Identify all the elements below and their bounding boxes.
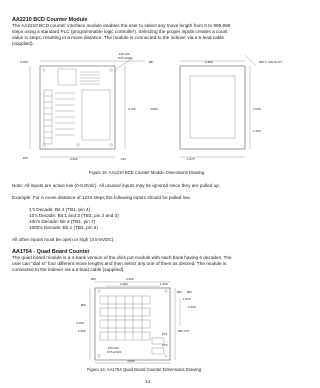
aa1754-para-line-2: user can “dial in” four different move lengths and then select any one of them as desired. The module is [12, 261, 227, 266]
dim-top-a: .200 [90, 277, 96, 281]
dim-r1: 2.036 [253, 107, 261, 111]
dim-top-b: 3.200 [126, 277, 134, 281]
dim-top-c: 2.400 [120, 282, 128, 286]
aa2210-para-line-3: value in steps, resulting in a move distance. The module is connected to the indexer via a 5-lead cable [12, 35, 225, 40]
dim-top-d: 1.160 [160, 282, 168, 286]
after-text: All other inputs must be open or high (3.5-5VDC). [12, 237, 115, 242]
dim-hole-note-2: 5 PLACES [118, 56, 133, 60]
dim-hole-2: 8 PLACES [107, 350, 122, 354]
dim-left-c: 1.450 [78, 329, 86, 333]
dim-hole: .156 DIA [107, 346, 119, 350]
dim-slot: .099 X .500 SLOT [258, 60, 283, 64]
section-heading-aa1754: AA1754 - Quad Board Counter [12, 249, 90, 255]
dim-h2: 4.000 [150, 107, 158, 111]
dim-pt1: PT1 [162, 332, 168, 336]
list-item: 1’s Decade: Bit 4 (TB1, pin 4) [29, 207, 91, 212]
dim-r-b: .800 [186, 290, 192, 294]
section-heading-aa2210: AA2210 BCD Counter Module [12, 17, 88, 23]
aa1754-para-line-3: connected to the indexer via a 5-lead cable (supplied). [12, 267, 125, 272]
dim-h1: 3.726 [128, 107, 136, 111]
dim-left-a: .800 [80, 303, 86, 307]
list-item: 100’s Decade: Bit 2 (TB1, pin 7) [29, 219, 96, 224]
list-item: 10’s Decade: Bit 1 and 2 (TB2, pin 2 and 3) [29, 213, 119, 218]
dim-r-c: 1.600 [183, 297, 191, 301]
aa1754-para-line-1: The quad board module is a 4-bank version of the click pot module with each bank having 6 decades. The [12, 255, 232, 260]
aa1754-dimension-drawing [0, 276, 300, 364]
dim-r-a: .400 [176, 290, 182, 294]
dim-left-b: 4.150 [76, 321, 84, 325]
dim-bot-right: 1.875 [187, 157, 195, 161]
page-number: 14 [145, 379, 151, 384]
dim-r2: 1.200 [253, 129, 261, 133]
dim-typ: .400 TYP [177, 329, 190, 333]
dim-bot-width: 2.950 [70, 157, 78, 161]
note-text: Note: All inputs are active low (0-0.8Vdc). All unused inputs may be ignored since they are pulled up. [12, 183, 221, 188]
aa2210-para-line-4: (supplied). [12, 41, 34, 46]
dim-top-width: 3.250 [20, 60, 28, 64]
dim-bot-mid: .150 [120, 157, 126, 161]
aa2210-para-line-2: steps using a standard PLC (programmable logic controller). Selecting the proper inputs creates a count [12, 29, 228, 34]
list-item: 1000’s Decade: Bit 1 (TB2, pin 6) [29, 225, 98, 230]
dim-pt2: PT2 [162, 343, 168, 347]
dim-r-d: 2.400 [188, 305, 196, 309]
example-text: Example: For a move distance of 1234 steps the following inputs should be pulled low. [12, 195, 191, 200]
figure-15-caption: Figure 15: AA2210 BCD Counter Module Dimensions Drawing [89, 170, 205, 175]
dim-mid: .687 [148, 60, 154, 64]
aa2210-para-line-1: The AA2210 BCD counter interface module enables the user to select any move length from 0 to 999,999 [12, 23, 231, 28]
dim-hole-note: .125 DIA [118, 52, 130, 56]
dim-bottom: 4.000 [127, 359, 135, 363]
dim-left-bot: .150 [22, 156, 28, 160]
dim-right-width: 2.380 [205, 60, 213, 64]
figure-14-caption: Figure 14: AA1754 Quad Board Counter Dimensions Drawing [87, 367, 202, 372]
aa2210-dimension-drawing [0, 50, 300, 168]
